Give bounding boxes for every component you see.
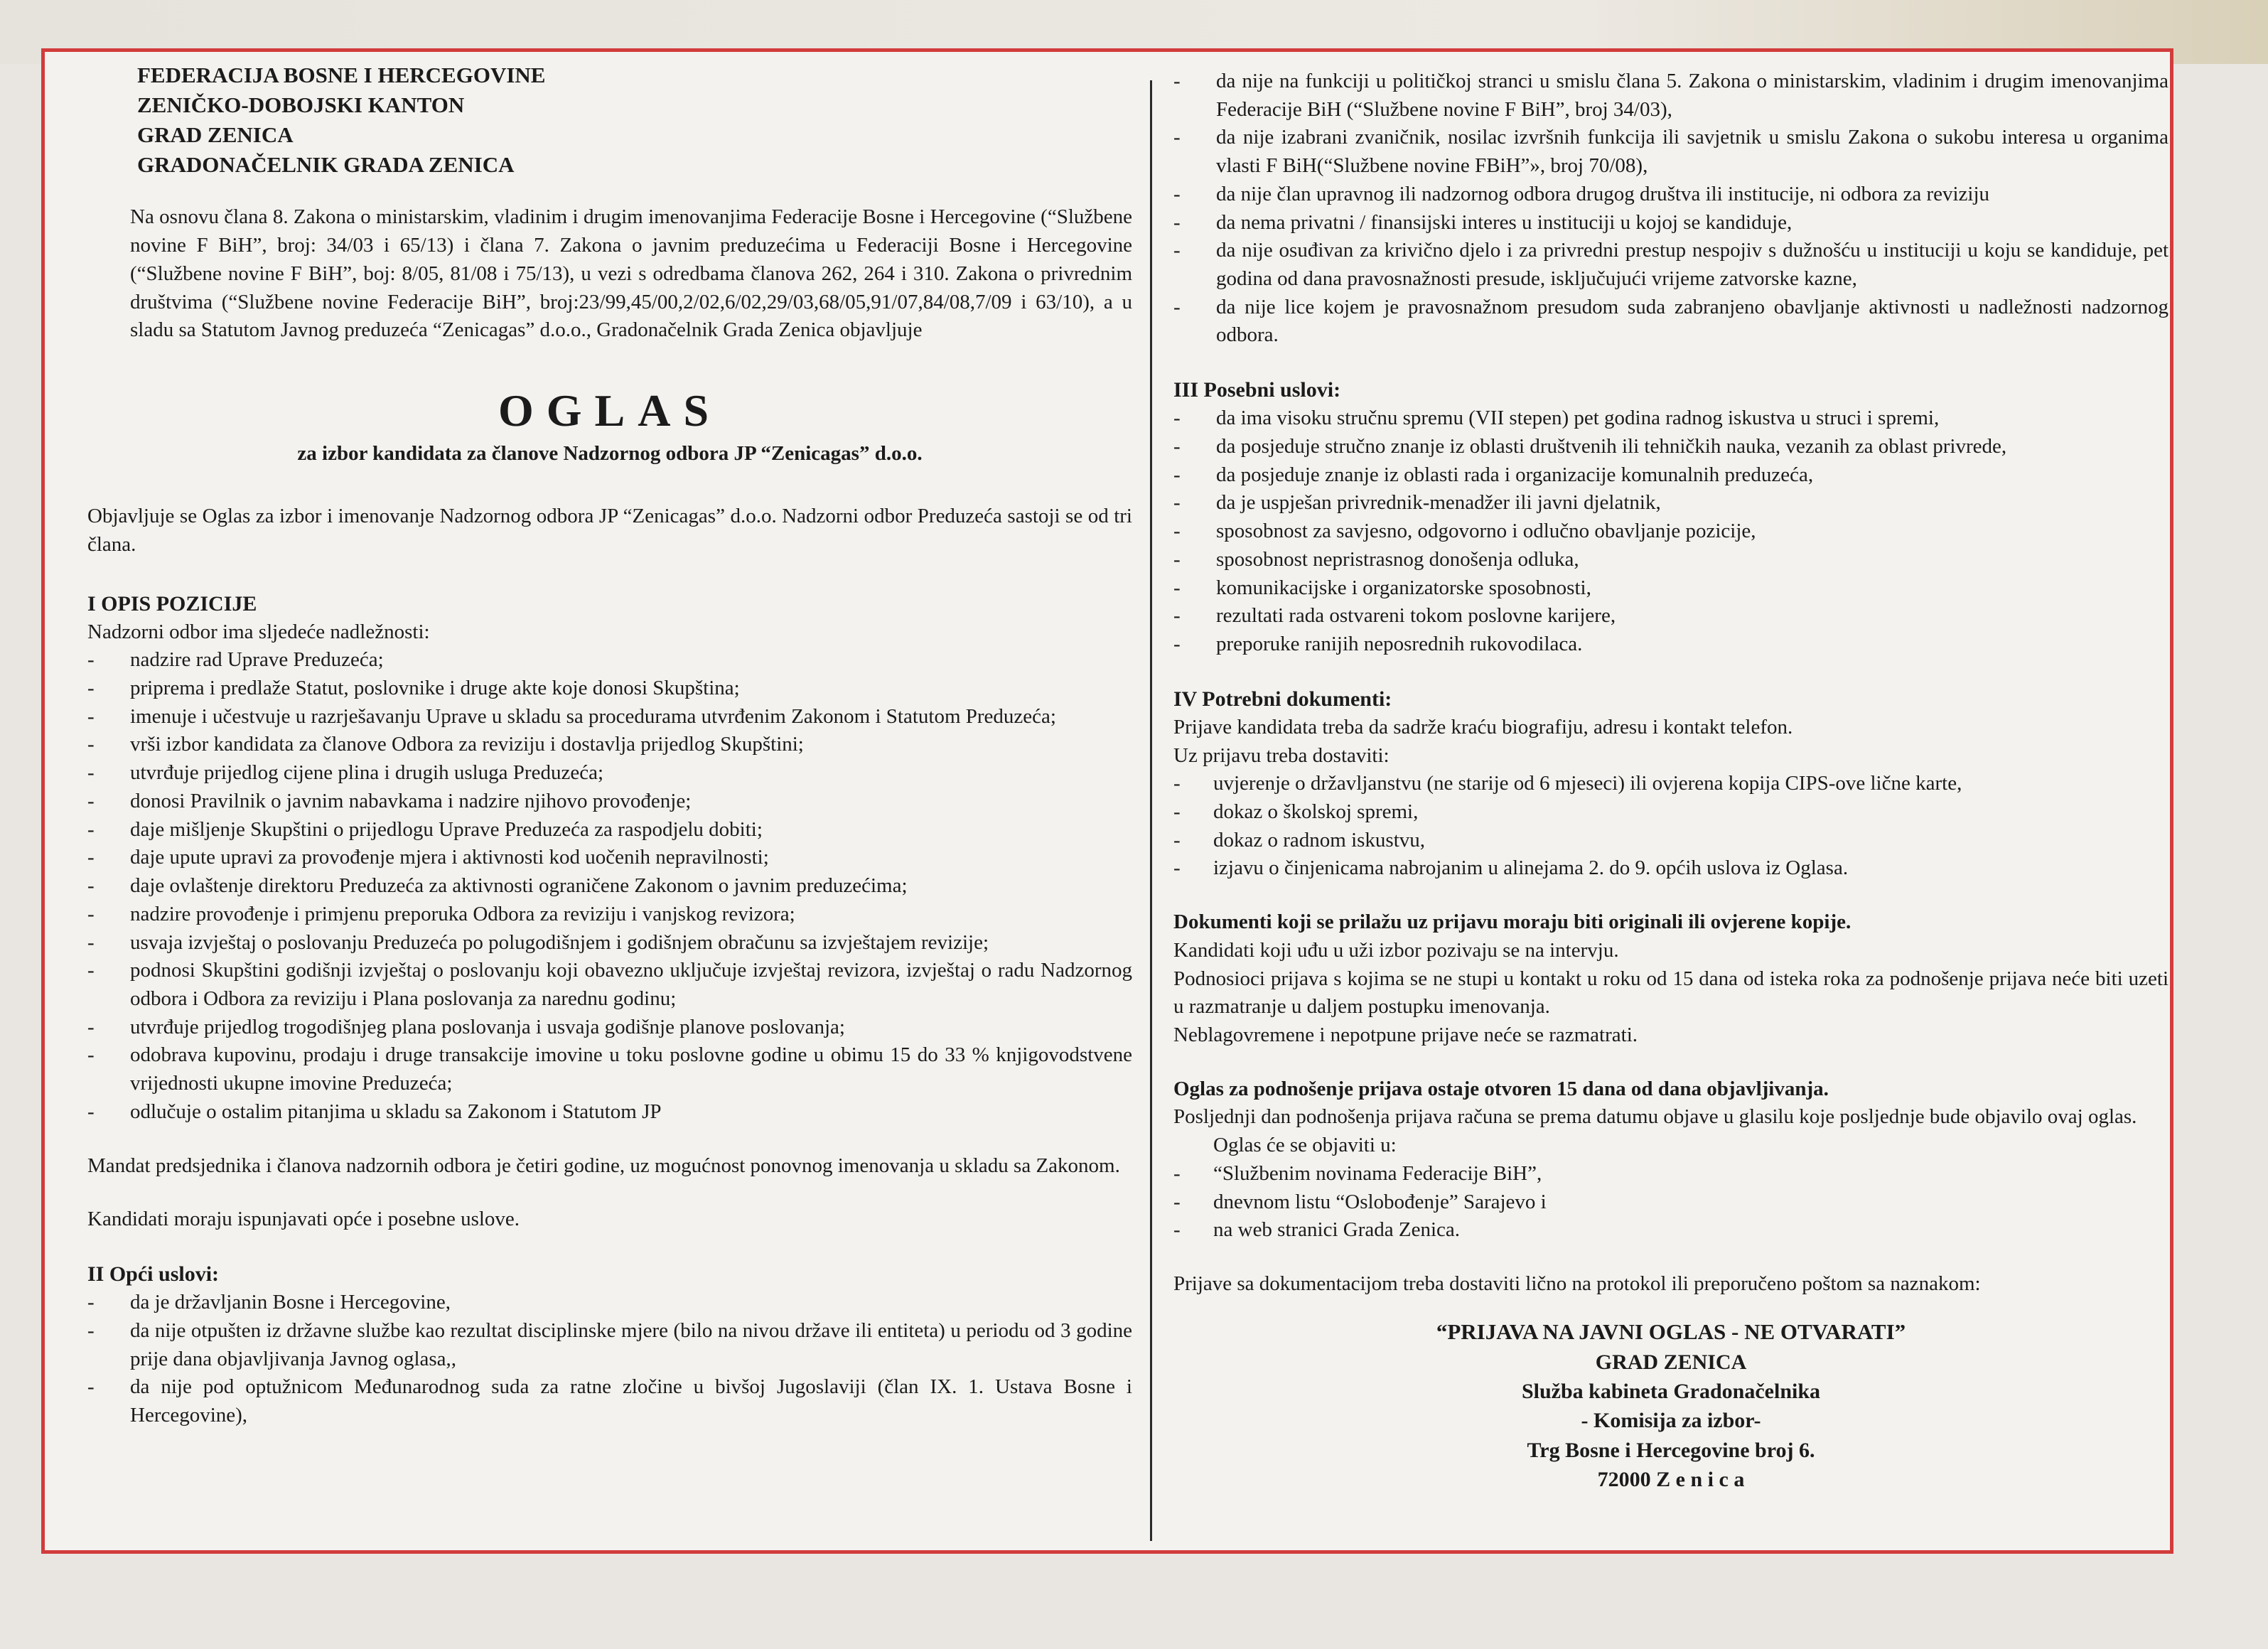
list-item: - rezultati rada ostvareni tokom poslovne karijere, (1173, 602, 2168, 630)
list-item: - da nije osuđivan za krivično djelo i za privredni prestup nespojiv s dužnošću u instituciji u koju se kandiduje, pet godina od dana pravosnažnosti presude, isključujući vrijeme zatvorske kazne, (1173, 237, 2168, 293)
list-item: - daje upute upravi za provođenje mjera i aktivnosti kod uočenih nepravilnosti; (87, 844, 1132, 872)
list-item: - podnosi Skupštini godišnji izvještaj o poslovanju koji obavezno uključuje izvještaj revizora, izvještaj o radu Nadzornog odbora i Odbora za reviziju i Plana poslovanja za narednu godinu; (87, 957, 1132, 1013)
list-item: - da posjeduje znanje iz oblasti rada i organizacije komunalnih preduzeća, (1173, 461, 2168, 490)
list-item: - imenuje i učestvuje u razrješavanju Uprave u skladu sa procedurama utvrđenim Zakonom i Statutom Preduzeća; (87, 703, 1132, 731)
list-item: - izjavu o činjenicama nabrojanim u alinejama 2. do 9. općih uslova iz Oglasa. (1173, 854, 2168, 883)
right-column (1173, 68, 2168, 1546)
intro-paragraph: Na osnovu člana 8. Zakona o ministarskim, vladinim i drugim imenovanjima Federacije Bosne i Hercegovine (“Službene novine F BiH”, broj: 34/03 i 65/13) i člana 7. Zakona o javnim preduzećima u Federaciji Bosne i Hercegovine (“Službene novine F BiH”, boj: 8/05, 81/08 i 75/13), u vezi s odredbama članova 262, 264 i 310. Zakona o privrednim društvima (“Službene novine Federacije BiH”, broj:23/99,45/00,2/02,6/02,29/03,68/05,91/07,84/08,7/09 i 63/10), a u sladu sa Statutom Javnog preduzeća “Zenicagas” d.o.o., Gradonačelnik Grada Zenica objavljuje (130, 205, 1132, 342)
section4-heading: IV Potrebni dokumenti: (1173, 687, 1392, 711)
public-notice-box (41, 48, 2173, 1554)
list-item: - da je uspješan privrednik-menadžer ili javni djelatnik, (1173, 489, 2168, 517)
list-item: - da nije na funkciji u političkoj stranci u smislu člana 5. Zakona o ministarskim, vladinim i drugim imenovanjima Federacije BiH (“Službene novine F BiH”, broj 34/03), (1173, 68, 2168, 124)
publish-list (1173, 1160, 2168, 1245)
issuer-header (137, 60, 1132, 179)
address-line: Služba kabineta Gradonačelnika (1521, 1379, 1821, 1403)
documents-line: Neblagovremene i nepotpune prijave neće se razmatrati. (1173, 1024, 1638, 1047)
address-line: GRAD ZENICA (1595, 1350, 1747, 1374)
list-item: - dokaz o radnom iskustvu, (1173, 827, 2168, 855)
section4-lead1: Prijave kandidata treba da sadrže kraću biografiju, adresu i kontakt telefon. (1173, 715, 1793, 738)
list-item: - vrši izbor kandidata za članove Odbora za reviziju i dostavlja prijedlog Skupštini; (87, 731, 1132, 759)
mandate-paragraph: Mandat predsjednika i članova nadzornih odbora je četiri godine, uz mogućnost ponovnog imenovanja u skladu sa Zakonom. (87, 1154, 1120, 1177)
column-divider (1150, 80, 1152, 1541)
list-item: - da posjeduje stručno znanje iz oblasti društvenih ili tehničkih nauka, vezanih za oblast privrede, (1173, 433, 2168, 461)
list-item: - utvrđuje prijedlog cijene plina i drugih usluga Preduzeća; (87, 759, 1132, 788)
list-item: - nadzire provođenje i primjenu preporuka Odbora za reviziju i vanjskog revizora; (87, 901, 1132, 929)
list-item: - da ima visoku stručnu spremu (VII stepen) pet godina radnog iskustva u struci i spremi, (1173, 404, 2168, 433)
documents-line: Podnosioci prijava s kojima se ne stupi u kontakt u roku od 15 dana od isteka roka za podnošenje prijava neće biti uzeti u razmatranje u daljem postupku imenovanja. (1173, 967, 2168, 1019)
list-item: - da nije lice kojem je pravosnažnom presudom suda zabranjeno obavljanje aktivnosti u nadležnosti nadzornog odbora. (1173, 294, 2168, 350)
list-item: - na web stranici Grada Zenica. (1173, 1216, 2168, 1245)
list-item: - da nema privatni / finansijski interes u instituciji u kojoj se kandiduje, (1173, 209, 2168, 237)
envelope-label: “PRIJAVA NA JAVNI OGLAS - NE OTVARATI” (1436, 1318, 1906, 1344)
issuer-line: ZENIČKO-DOBOJSKI KANTON (137, 92, 465, 117)
title-block (87, 386, 1132, 468)
open-period-bold: Oglas za podnošenje prijava ostaje otvoren 15 dana od dana objavljivanja. (1173, 1077, 1829, 1100)
address-line: Trg Bosne i Hercegovine broj 6. (1527, 1438, 1815, 1462)
list-item: - da nije član upravnog ili nadzornog odbora drugog društva ili institucije, ni odbora za reviziju (1173, 181, 2168, 209)
list-item: - “Službenim novinama Federacije BiH”, (1173, 1160, 2168, 1188)
list-item: - sposobnost za savjesno, odgovorno i odlučno obavljanje pozicije, (1173, 517, 2168, 546)
left-column (87, 60, 1132, 1539)
section4-lead2: Uz prijavu treba dostaviti: (1173, 743, 1390, 767)
list-item: - donosi Pravilnik o javnim nabavkama i nadzire njihovo provođenje; (87, 788, 1132, 816)
documents-line: Kandidati koji uđu u uži izbor pozivaju se na intervju. (1173, 938, 1619, 962)
list-item: - daje mišljenje Skupštini o prijedlogu Uprave Preduzeća za raspodjelu dobiti; (87, 816, 1132, 844)
list-item: - daje ovlaštenje direktoru Preduzeća za aktivnosti ograničene Zakonom o javnim preduzećima; (87, 872, 1132, 901)
list-item: - da nije otpušten iz državne službe kao rezultat disciplinske mjere (bilo na nivou države ili entiteta) u periodu od 3 godine prije dana objavljivanja Javnog oglasa,, (87, 1317, 1132, 1373)
documents-bold: Dokumenti koji se prilažu uz prijavu moraju biti originali ili ovjerene kopije. (1173, 911, 1852, 934)
list-item: - dokaz o školskoj spremi, (1173, 798, 2168, 827)
section2-heading: II Opći uslovi: (87, 1262, 220, 1286)
section2-list-continued (1173, 68, 2168, 350)
section1-heading: I OPIS POZICIJE (87, 591, 257, 616)
issuer-line: GRADONAČELNIK GRADA ZENICA (137, 151, 515, 177)
section1-lead: Nadzorni odbor ima sljedeće nadležnosti: (87, 620, 430, 643)
list-item: - utvrđuje prijedlog trogodišnjeg plana poslovanja i usvaja godišnje planove poslovanja; (87, 1014, 1132, 1042)
list-item: - komunikacijske i organizatorske sposobnosti, (1173, 574, 2168, 603)
list-item: - preporuke ranijih neposrednih rukovodilaca. (1173, 630, 2168, 659)
section3-heading: III Posebni uslovi: (1173, 378, 1341, 402)
list-item: - sposobnost nepristrasnog donošenja odluka, (1173, 546, 2168, 574)
open-period-line: Posljednji dan podnošenja prijava računa se prema datumu objave u glasilu koje posljednje bude objavilo ovaj oglas. (1173, 1105, 2137, 1129)
submission-paragraph: Prijave sa dokumentacijom treba dostaviti lično na protokol ili preporučeno poštom sa naznakom: (1173, 1272, 1981, 1296)
list-item: - odlučuje o ostalim pitanjima u skladu sa Zakonom i Statutom JP (87, 1098, 1132, 1127)
issuer-line: GRAD ZENICA (137, 122, 294, 147)
section2-list (87, 1289, 1132, 1430)
notice-title: OGLAS (498, 385, 722, 436)
list-item: - usvaja izvještaj o poslovanju Preduzeća po polugodišnjem i godišnjem obračunu sa izvještajem revizije; (87, 929, 1132, 957)
publish-lead: Oglas će se objaviti u: (1213, 1134, 1397, 1157)
address-line: - Komisija za izbor- (1581, 1409, 1761, 1433)
list-item: - nadzire rad Uprave Preduzeća; (87, 646, 1132, 675)
section3-list (1173, 404, 2168, 658)
list-item: - odobrava kupovinu, prodaju i druge transakcije imovine u toku poslovne godine u obimu 15 do 33 % knjigovodstvene vrijednosti ukupne imovine Preduzeća; (87, 1041, 1132, 1097)
list-item: - priprema i predlaže Statut, poslovnike i druge akte koje donosi Skupština; (87, 675, 1132, 703)
list-item: - da nije pod optužnicom Međunarodnog suda za ratne zločine u bivšoj Jugoslaviji (član IX. 1. Ustava Bosne i Hercegovine), (87, 1373, 1132, 1429)
section1-list (87, 646, 1132, 1126)
mailing-address (1173, 1317, 2168, 1495)
notice-subtitle: za izbor kandidata za članove Nadzornog odbora JP “Zenicagas” d.o.o. (297, 442, 923, 466)
announce-paragraph: Objavljuje se Oglas za izbor i imenovanje Nadzornog odbora JP “Zenicagas” d.o.o. Nadzorni odbor Preduzeća sastoji se od tri člana. (87, 505, 1132, 556)
address-line: 72000 Z e n i c a (1597, 1468, 1745, 1492)
section4-list (1173, 770, 2168, 883)
list-item: - da je državljanin Bosne i Hercegovine, (87, 1289, 1132, 1317)
conditions-note: Kandidati moraju ispunjavati opće i posebne uslove. (87, 1208, 520, 1231)
list-item: - dnevnom listu “Oslobođenje” Sarajevo i (1173, 1188, 2168, 1217)
list-item: - da nije izabrani zvaničnik, nosilac izvršnih funkcija ili savjetnik u smislu Zakona o sukobu interesa u organima vlasti F BiH(“Službene novine FBiH”», broj 70/08), (1173, 124, 2168, 180)
list-item: - uvjerenje o državljanstvu (ne starije od 6 mjeseci) ili ovjerena kopija CIPS-ove lične karte, (1173, 770, 2168, 798)
issuer-line: FEDERACIJA BOSNE I HERCEGOVINE (137, 63, 546, 87)
